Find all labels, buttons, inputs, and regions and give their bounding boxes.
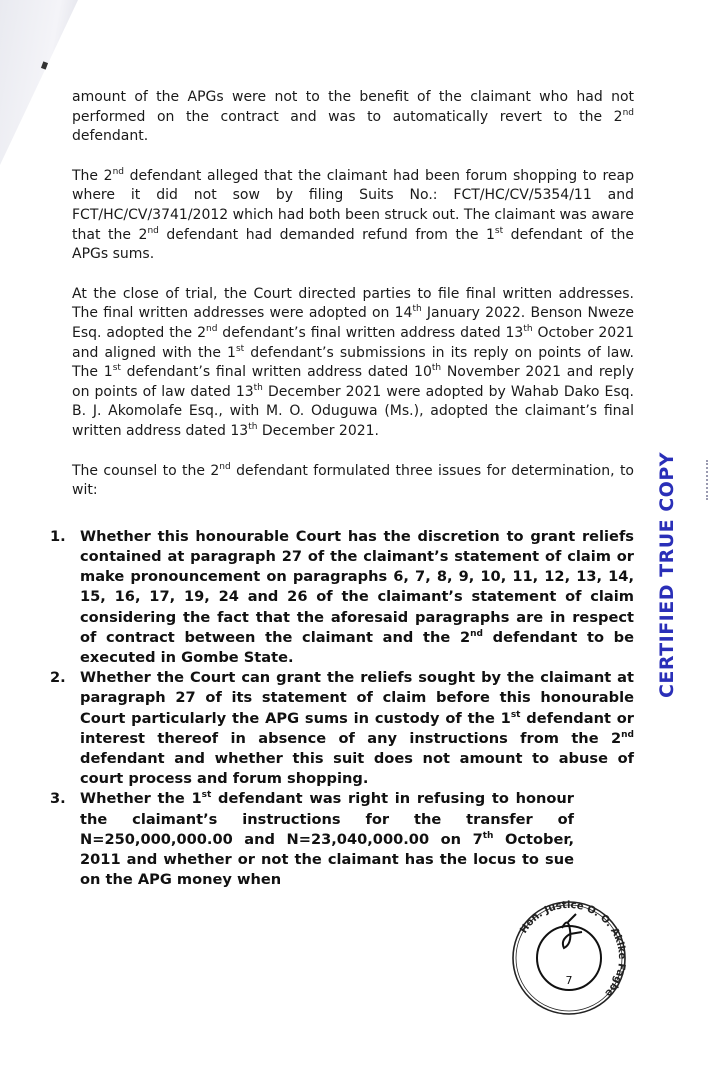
ordinal-superscript: st (201, 790, 212, 801)
issue-item (50, 527, 634, 668)
certified-true-copy-text: CERTIFIED TRUE COPY (656, 451, 679, 699)
document-body (50, 0, 635, 1058)
issues-list (50, 527, 634, 891)
ordinal-superscript: nd (470, 628, 483, 639)
issue-item (50, 668, 634, 789)
ordinal-superscript: th (253, 382, 263, 393)
ordinal-superscript: nd (112, 166, 125, 177)
judge-seal-number: 7 (565, 974, 573, 988)
judge-seal-stamp (504, 898, 634, 1018)
staple-mark (41, 61, 48, 69)
ordinal-superscript: st (494, 225, 504, 236)
ordinal-superscript: th (248, 421, 258, 432)
ordinal-superscript: nd (147, 225, 159, 236)
issue-number: 2. (50, 669, 66, 687)
ordinal-superscript: nd (622, 107, 634, 118)
paragraph: The counsel to the 2nd defendant formulated three issues for determination, to wit: (72, 461, 634, 499)
ordinal-superscript: st (235, 343, 245, 354)
ordinal-superscript: st (510, 709, 521, 720)
paragraph: At the close of trial, the Court directed parties to file final written addresses. The final written addresses were adopted on 14th January 2022. Benson Nweze Esq. adopted the 2nd defendant’s final written address dated 13th October 2021 and aligned with the 1st defendant’s submissions in its reply on points of law. The 1st defendant’s final written address dated 10th November 2021 and reply on points of law dated 13th December 2021 were adopted by Wahab Dako Esq. B. J. Akomolafe Esq., with M. O. Oduguwa (Ms.), adopted the claimant’s final written address dated 13th December 2021. (72, 285, 635, 439)
judge-seal-text: Hon. Justice O. O. Akike Fagbe (518, 900, 628, 999)
ordinal-superscript: th (412, 304, 422, 315)
issue-text: Whether the 1st defendant was right in refusing to honour the claimant’s instructions for the transfer of N=250,000,000.00 and N=23,040,000.00 on 7th October, 2011 and whether or not the claimant has the locus to sue on the APG money when (80, 790, 574, 889)
issue-item (50, 789, 634, 890)
ordinal-superscript: th (431, 363, 442, 374)
ordinal-superscript: th (482, 830, 494, 841)
seal-area (68, 898, 634, 1018)
ordinal-superscript: nd (621, 729, 634, 740)
issue-text: Whether the Court can grant the reliefs sought by the claimant at paragraph 27 of its statement of claim before this honourable Court particularly the APG sums in custody of the 1st defendant or interest thereof in absence of any instructions from the 2nd defendant and whether this suit does not amount to abuse of court process and forum shopping. (80, 669, 634, 788)
stamp-dotted-line (706, 460, 710, 500)
ordinal-superscript: st (112, 363, 121, 374)
issue-text: Whether this honourable Court has the discretion to grant reliefs contained at paragraph 27 of the claimant’s statement of claim or make pronouncement on paragraphs 6, 7, 8, 9, 10, 11, 12, 13, 14, 15, 16, 17, 19, 24 and 26 of the claimant’s statement of claim considering the fact that the aforesaid paragraphs are in respect of contract between the claimant and the 2nd defendant to be executed in Gombe State. (80, 527, 635, 666)
ordinal-superscript: nd (219, 461, 231, 472)
paragraph: amount of the APGs were not to the benefit of the claimant who had not performed on the contract and was to automatically revert to the 2nd defendant. (72, 89, 634, 145)
ordinal-superscript: nd (205, 323, 218, 334)
certified-true-copy-stamp (652, 451, 682, 699)
paragraph: The 2nd defendant alleged that the claimant had been forum shopping to reap where it did not sow by filing Suits No.: FCT/HC/CV/5354/11 and FCT/HC/CV/3741/2012 which had both been struck out. The claimant was aware that the 2nd defendant had demanded refund from the 1st defendant of the APGs sums. (72, 166, 635, 263)
issue-number: 3. (50, 790, 66, 808)
signature-icon (562, 914, 582, 948)
issue-number: 1. (50, 527, 66, 545)
ordinal-superscript: th (523, 323, 533, 334)
